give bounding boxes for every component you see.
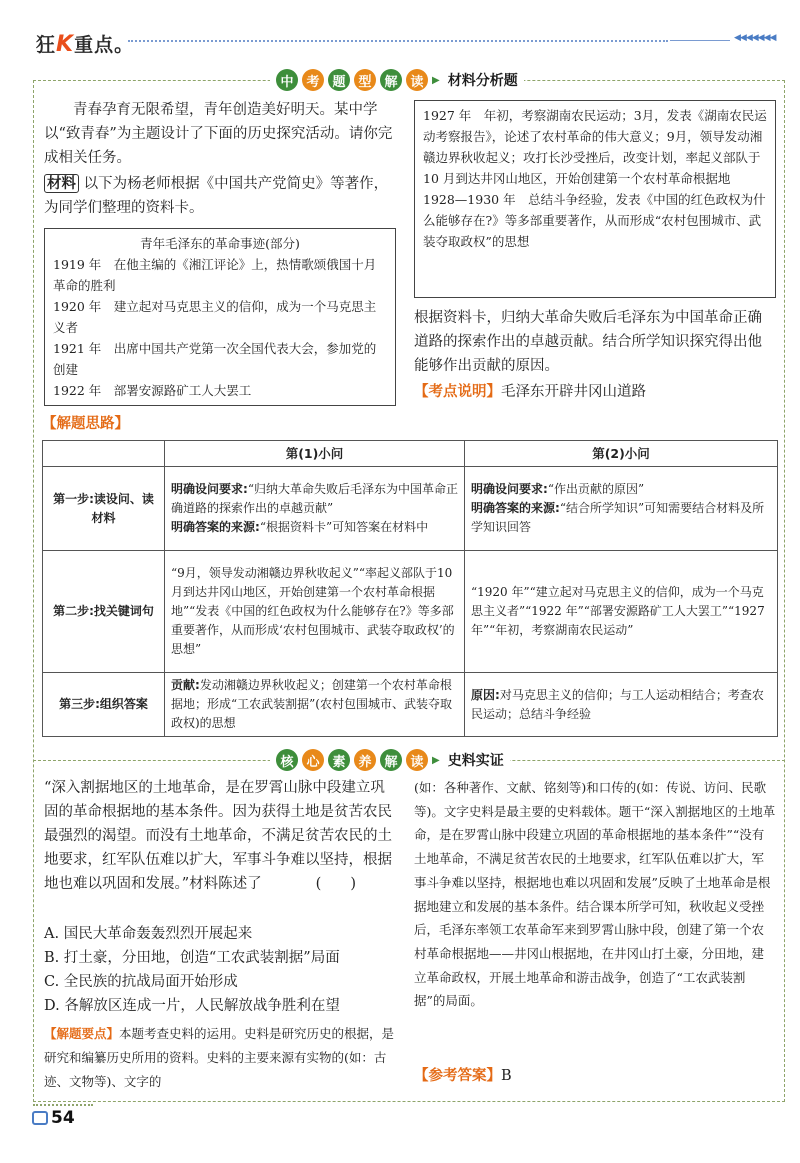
answer-value: B [501,1068,512,1084]
tag-char: 心 [302,749,324,771]
card-entry: 1922 年 部署安源路矿工人大罢工 [53,383,252,398]
tag-char: 读 [406,749,428,771]
card-entry: 1921 年 出席中国共产党第一次全国代表大会，参加党的创建 [53,341,377,377]
tag-char: 考 [302,69,324,91]
card-entry: 1927 年 年初，考察湖南农民运动；3月，发表《湖南农民运动考察报告》，论述了农村革命的伟大意义；9月，领导发动湘赣边界秋收起义；攻打长沙受挫后，改变计划，率起义部队于 10 月到达井冈山地区，开始创建第一个农村革命根据地 [423,108,767,186]
step-cell-q2 [465,673,778,737]
steps-table [42,440,778,737]
card-title: 青年毛泽东的革命事迹(部分) [140,236,300,251]
analysis-text-left: 本题考查史料的运用。史料是研究历史的根据，是研究和编纂历史所用的资料。史料的主要来源有实物的(如：古迹、文物等)、文字的 [44,1026,395,1089]
tag-char: 读 [406,69,428,91]
cell-bold: 贡献: [171,678,200,692]
analysis-right: (如：各种著作、文献、铭刻等)和口传的(如：传说、访问、民歌等)。文字史料是最主要的史料载体。题干“深入割据地区的土地革命，是在罗霄山脉中段建立巩固的革命根据地的基本条件”“没有土地革命，不满足贫苦农民的土地要求，红军队伍难以扩大，军事斗争难以坚持，根据地也难以巩固和发展”反映了土地革命是根据地建立和发展的基本条件。结合课本所学可知，秋收起义受挫后，毛泽东率领工农革命军来到罗霄山脉中段，创建了第一个农村革命根据地——井冈山根据地，在井冈山打土豪，分田地，建立革命政权，开展土地革命和游击战争，创造了“工农武装割据”的局面。 [414,780,776,1009]
footer-divider [33,1104,93,1106]
table-header-q1: 第(1)小问 [165,441,465,467]
cell-bold: 明确设问要求: [471,482,548,496]
step-cell-q1: “9月，领导发动湘赣边界秋收起义”“率起义部队于10月到达井冈山地区，开始创建第一个农村革命根据地”“发表《中国的红色政权为什么能够存在?》等多部重要著作，从而形成‘农村包围城市、武装夺取政权’的思想” [165,551,465,673]
page-number [32,1108,75,1128]
header-divider [128,40,668,42]
arrow-icon: ▶ [432,754,440,766]
step-label: 第一步:读设问、读材料 [43,467,165,551]
tag-char: 题 [328,69,350,91]
options-list [44,922,396,1018]
tag-char: 解 [380,69,402,91]
table-row [43,467,778,551]
section-title-core [270,747,510,773]
cell-text: “作出贡献的原因” [547,482,645,496]
step-cell-q1 [165,467,465,551]
tag-char: 解 [380,749,402,771]
section-subtitle: 史料实证 [447,753,504,769]
cell-bold: 明确设问要求: [171,482,248,496]
jieti-label: 【解题思路】 [42,416,129,432]
logo-prefix: 狂 [36,34,57,56]
card-entry: 1928—1930 年 总结斗争经验，发表《中国的红色政权为什么能够存在?》等多部重要著作，从而形成“农村包围城市、武装夺取政权”的思想 [423,192,766,249]
step-cell-q2: “1920 年”“建立起对马克思主义的信仰，成为一个马克思主义者”“1922 年”“部署安源路矿工人大罢工”“1927 年”“年初，考察湖南农民运动” [465,551,778,673]
jieti-yaodian-label: 【解题要点】 [44,1026,120,1041]
cell-text: 对马克思主义的信仰；与工人运动相结合；考查农民运动；总结斗争经验 [471,687,764,721]
card-entry: 1920 年 建立起对马克思主义的信仰，成为一个马克思主义者 [53,299,377,335]
answer-paren: ( ) [315,876,356,892]
tag-char: 养 [354,749,376,771]
intro-paragraph: 青春孕育无限希望，青年创造美好明天。某中学以“致青春”为主题设计了下面的历史探究活动。请你完成相关任务。 [44,102,393,166]
cell-text: 发动湘赣边界秋收起义；创建第一个农村革命根据地；形成“工农武装割据”(农村包围城市、武装夺取政权)的思想 [171,678,452,730]
option-d: D. 各解放区连成一片，人民解放战争胜利在望 [44,998,340,1014]
logo-suffix: 重点。 [74,34,135,56]
brand-logo [36,30,134,57]
header-arrows-icon: ◀◀◀◀◀◀◀ [734,33,776,43]
cell-bold: 明确答案的来源: [171,520,260,534]
material-text: 以下为杨老师根据《中国共产党简史》等著作，为同学们整理的资料卡。 [44,176,389,216]
tag-char: 型 [354,69,376,91]
question-text: 根据资料卡，归纳大革命失败后毛泽东为中国革命正确道路的探索作出的卓越贡献。结合所学知识探究得出他能够作出贡献的原因。 [414,310,762,374]
table-row [43,673,778,737]
step-cell-q2 [465,467,778,551]
cell-text: “根据资料卡”可知答案在材料中 [259,520,429,534]
question-stem-text: “深入割据地区的土地革命，是在罗霄山脉中段建立巩固的革命根据地的基本条件。因为获得土地是贫苦农民最强烈的渴望。而没有土地革命，不满足贫苦农民的土地要求，红军队伍难以扩大，军事斗争难以坚持，根据地也难以巩固和发展。”材料陈述了 [44,780,392,892]
table-header-q2: 第(2)小问 [465,441,778,467]
material-paragraph [44,172,396,220]
option-a: A. 国民大革命轰轰烈烈开展起来 [44,926,253,942]
card-entry: 1919 年 在他主编的《湘江评论》上，热情歌颂俄国十月革命的胜利 [53,257,377,293]
kaodian-text: 毛泽东开辟井冈山道路 [501,384,646,400]
info-card-left [44,228,396,406]
tag-char: 核 [276,749,298,771]
kaodian-line [414,380,776,404]
option-c: C. 全民族的抗战局面开始形成 [44,974,238,990]
step-label: 第三步:组织答案 [43,673,165,737]
page-number-text: 54 [51,1108,75,1128]
cell-bold: 明确答案的来源: [471,501,560,515]
table-header-row [43,441,778,467]
option-b: B. 打土豪，分田地，创造“工农武装割据”局面 [44,950,340,966]
book-icon [32,1111,48,1125]
arrow-icon: ▶ [432,74,440,86]
section-title-exam [270,67,524,93]
cell-bold: 原因: [471,687,500,702]
logo-k: K [56,32,75,57]
tag-char: 素 [328,749,350,771]
answer-label: 【参考答案】 [414,1068,501,1084]
cell-text: “结合所学知识”可知需要结合材料及所学知识回答 [471,501,765,534]
table-header-empty [43,441,165,467]
analysis-left [44,1022,396,1094]
kaodian-label: 【考点说明】 [414,384,501,400]
info-card-right [414,100,776,298]
answer-line [414,1064,776,1088]
table-row [43,551,778,673]
cell-text: “归纳大革命失败后毛泽东为中国革命正确道路的探索作出的卓越贡献” [171,482,458,515]
step-cell-q1 [165,673,465,737]
tag-char: 中 [276,69,298,91]
section-subtitle: 材料分析题 [447,73,518,89]
material-label: 材料 [44,174,79,193]
step-label: 第二步:找关键词句 [43,551,165,673]
header-line [670,40,730,41]
question-stem [44,776,396,896]
